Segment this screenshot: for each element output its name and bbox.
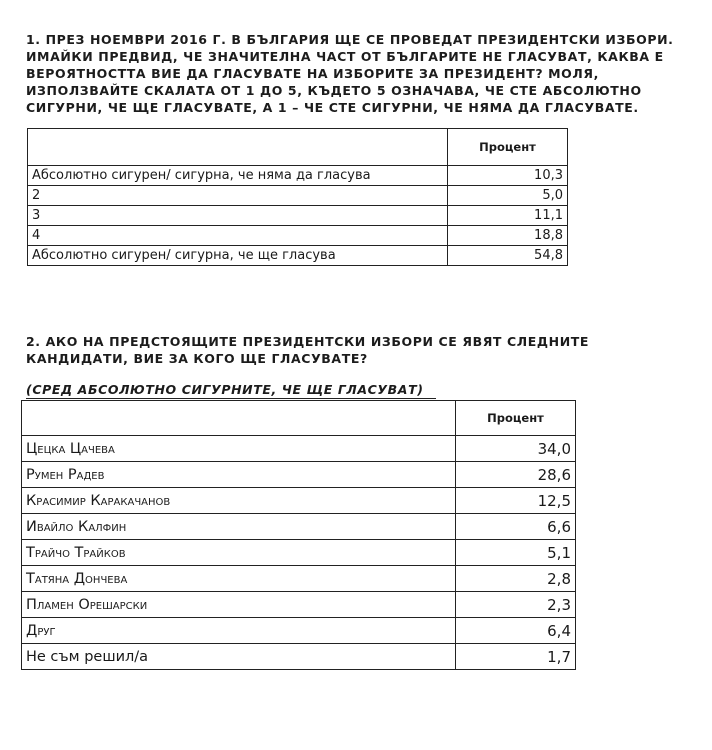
table-row — [28, 246, 568, 266]
question-1-line: ИЗПОЛЗВАЙТЕ СКАЛАТА ОТ 1 ДО 5, КЪДЕТО 5 ОЗНАЧАВА, ЧЕ СТЕ АБСОЛЮТНО — [26, 83, 642, 98]
table-row — [22, 566, 576, 592]
question-1-line: 1. ПРЕЗ НОЕМВРИ 2016 Г. В БЪЛГАРИЯ ЩЕ СЕ ПРОВЕДАТ ПРЕЗИДЕНТСКИ ИЗБОРИ. — [26, 32, 674, 47]
candidate-name: Румен Радев — [22, 462, 456, 488]
table-row — [22, 514, 576, 540]
candidate-name: Не съм решил/а — [22, 644, 456, 670]
table-row — [22, 592, 576, 618]
candidate-percent: 12,5 — [456, 488, 576, 514]
blank-header-cell — [28, 129, 448, 166]
row-label: Абсолютно сигурен/ сигурна, че ще гласува — [28, 246, 448, 266]
question-1-line: СИГУРНИ, ЧЕ ЩЕ ГЛАСУВАТЕ, А 1 – ЧЕ СТЕ СИГУРНИ, ЧЕ НЯМА ДА ГЛАСУВАТЕ. — [26, 100, 639, 115]
question-1-line: ИМАЙКИ ПРЕДВИД, ЧЕ ЗНАЧИТЕЛНА ЧАСТ ОТ БЪЛГАРИТЕ НЕ ГЛАСУВАТ, КАКВА Е — [26, 49, 664, 64]
candidates-table — [21, 400, 576, 670]
candidate-percent: 1,7 — [456, 644, 576, 670]
candidate-name: Пламен Орешарски — [22, 592, 456, 618]
row-value: 10,3 — [448, 166, 568, 186]
table-header-row — [28, 129, 568, 166]
candidate-percent: 5,1 — [456, 540, 576, 566]
candidate-percent: 2,8 — [456, 566, 576, 592]
candidate-percent: 2,3 — [456, 592, 576, 618]
row-value: 54,8 — [448, 246, 568, 266]
table-row — [28, 226, 568, 246]
row-label: 2 — [28, 186, 448, 206]
percent-header: Процент — [456, 401, 576, 436]
question-1-title — [26, 31, 674, 116]
table-row — [22, 462, 576, 488]
candidate-percent: 28,6 — [456, 462, 576, 488]
candidate-name: Цецка Цачева — [22, 436, 456, 462]
question-1-line: ВЕРОЯТНОСТТА ВИЕ ДА ГЛАСУВАТЕ НА ИЗБОРИТЕ ЗА ПРЕЗИДЕНТ? МОЛЯ, — [26, 66, 599, 81]
blank-header-cell — [22, 401, 456, 436]
percent-header: Процент — [448, 129, 568, 166]
row-value: 18,8 — [448, 226, 568, 246]
candidate-percent: 6,4 — [456, 618, 576, 644]
question-2-line: 2. АКО НА ПРЕДСТОЯЩИТЕ ПРЕЗИДЕНТСКИ ИЗБОРИ СЕ ЯВЯТ СЛЕДНИТЕ — [26, 334, 590, 349]
table-row — [22, 488, 576, 514]
candidate-name: Друг — [22, 618, 456, 644]
candidate-percent: 34,0 — [456, 436, 576, 462]
table-row — [22, 436, 576, 462]
row-label: Абсолютно сигурен/ сигурна, че няма да гласува — [28, 166, 448, 186]
turnout-table — [27, 128, 568, 266]
candidate-name: Ивайло Калфин — [22, 514, 456, 540]
row-value: 5,0 — [448, 186, 568, 206]
row-label: 4 — [28, 226, 448, 246]
question-2-subtitle: (СРЕД АБСОЛЮТНО СИГУРНИТЕ, ЧЕ ЩЕ ГЛАСУВАТ) — [26, 382, 436, 399]
candidate-percent: 6,6 — [456, 514, 576, 540]
table-header-row — [22, 401, 576, 436]
table-row — [22, 618, 576, 644]
table-row — [28, 166, 568, 186]
question-2-title — [26, 333, 589, 367]
candidate-name: Красимир Каракачанов — [22, 488, 456, 514]
row-label: 3 — [28, 206, 448, 226]
candidate-name: Трайчо Трайков — [22, 540, 456, 566]
table-row — [28, 206, 568, 226]
question-2-line: КАНДИДАТИ, ВИЕ ЗА КОГО ЩЕ ГЛАСУВАТЕ? — [26, 351, 368, 366]
table-row — [28, 186, 568, 206]
table-row — [22, 644, 576, 670]
candidate-name: Татяна Дончева — [22, 566, 456, 592]
table-row — [22, 540, 576, 566]
row-value: 11,1 — [448, 206, 568, 226]
